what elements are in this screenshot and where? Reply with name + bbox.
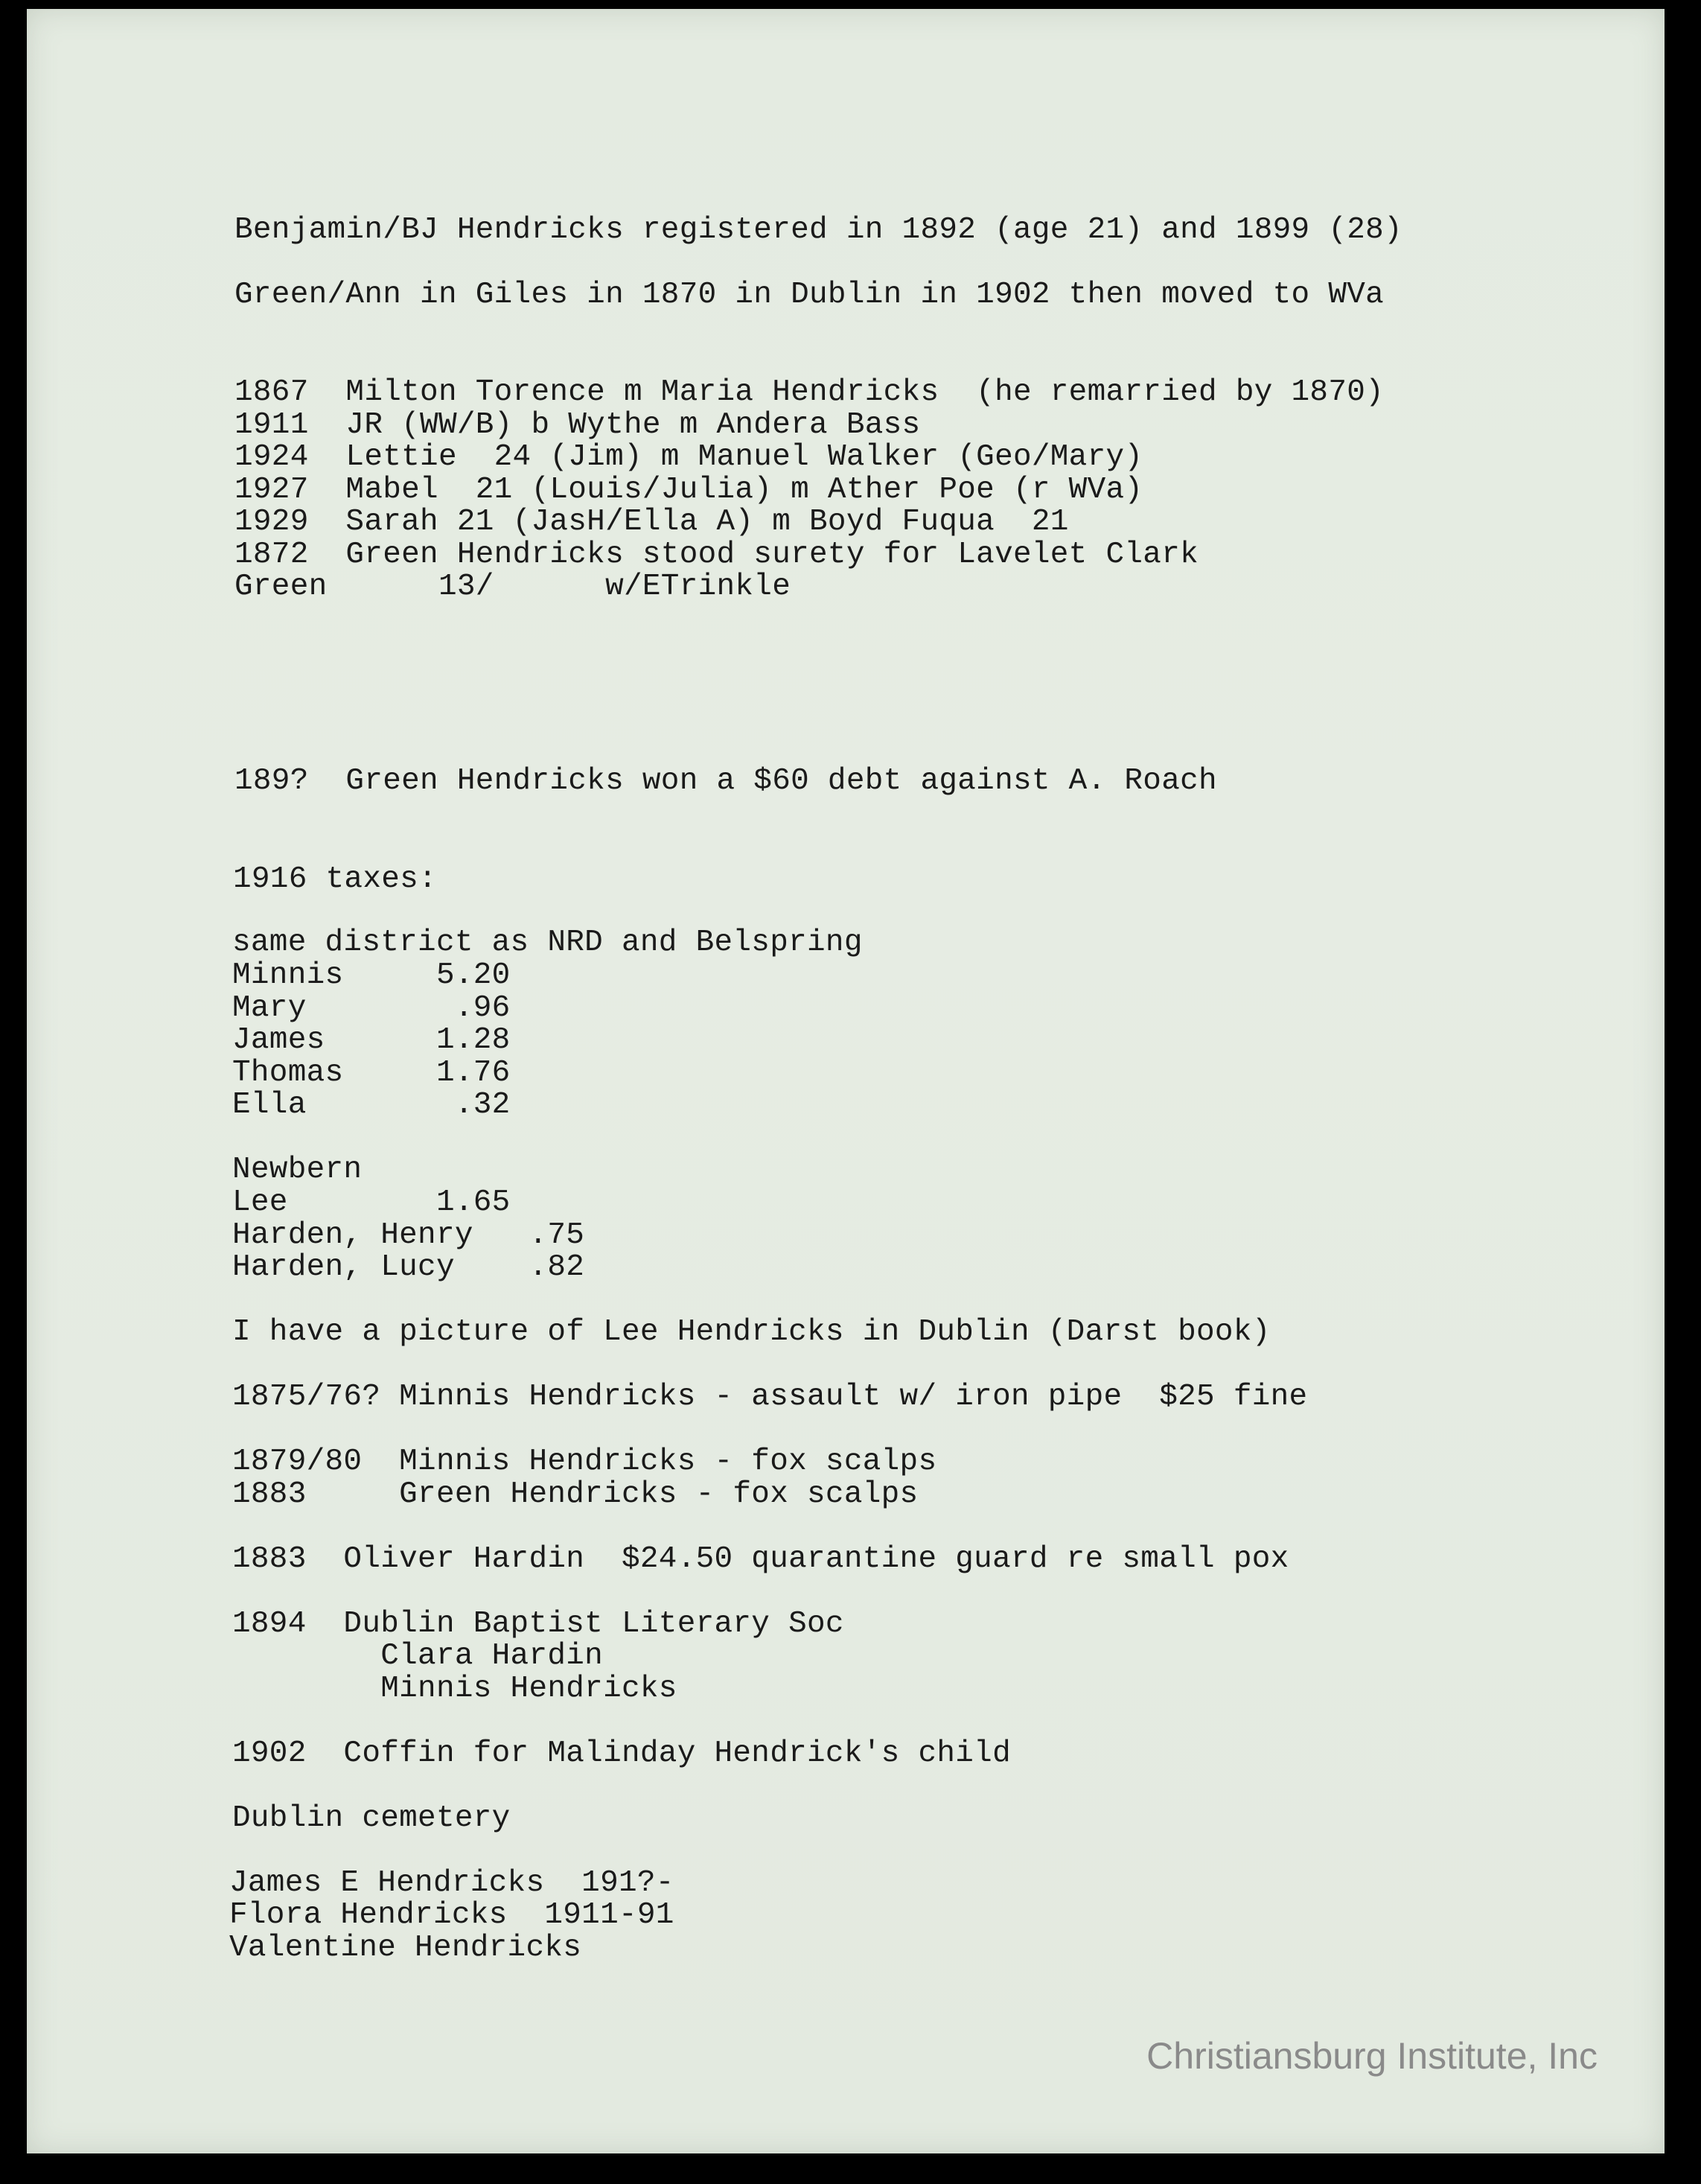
text-line: 1916 taxes:: [233, 862, 437, 897]
text-line: 189? Green Hendricks won a $60 debt against A. Roach: [234, 764, 1217, 798]
text-line: Lee 1.65: [232, 1185, 511, 1220]
text-line: Mary .96: [232, 991, 511, 1025]
text-line: 1883 Oliver Hardin $24.50 quarantine guard re small pox: [232, 1542, 1289, 1576]
text-line: James 1.28: [232, 1023, 511, 1057]
document-page: [27, 9, 1665, 2153]
text-line: Green 13/ w/ETrinkle: [234, 570, 791, 604]
text-line: Ella .32: [232, 1088, 511, 1122]
text-line: 1929 Sarah 21 (JasH/Ella A) m Boyd Fuqua 21: [234, 505, 1069, 539]
text-line: 1879/80 Minnis Hendricks - fox scalps: [232, 1445, 937, 1479]
text-line: 1902 Coffin for Malinday Hendrick's child: [232, 1736, 1011, 1771]
text-line: Minnis 5.20: [232, 958, 511, 993]
text-line: 1872 Green Hendricks stood surety for Lavelet Clark: [234, 538, 1199, 572]
text-line: 1867 Milton Torence m Maria Hendricks (he remarried by 1870): [234, 375, 1385, 410]
text-line: 1927 Mabel 21 (Louis/Julia) m Ather Poe (r WVa): [234, 473, 1143, 507]
text-line: 1894 Dublin Baptist Literary Soc: [232, 1607, 844, 1641]
text-line: 1911 JR (WW/B) b Wythe m Andera Bass: [234, 408, 921, 442]
watermark-text: Christiansburg Institute, Inc: [1146, 2035, 1598, 2077]
text-line: I have a picture of Lee Hendricks in Dublin (Darst book): [232, 1315, 1271, 1349]
text-line: Clara Hardin: [232, 1639, 604, 1673]
text-line: Harden, Lucy .82: [232, 1250, 585, 1284]
text-line: 1883 Green Hendricks - fox scalps: [232, 1477, 919, 1512]
text-line: 1924 Lettie 24 (Jim) m Manuel Walker (Geo/Mary): [234, 440, 1143, 474]
text-line: Flora Hendricks 1911-91: [229, 1898, 674, 1932]
text-line: Harden, Henry .75: [232, 1218, 585, 1252]
text-line: Newbern: [232, 1153, 363, 1187]
text-line: Thomas 1.76: [232, 1056, 511, 1090]
text-line: 1875/76? Minnis Hendricks - assault w/ iron pipe $25 fine: [232, 1380, 1308, 1414]
text-line: same district as NRD and Belspring: [232, 926, 863, 960]
text-line: Minnis Hendricks: [232, 1672, 677, 1706]
text-line: Valentine Hendricks: [229, 1931, 582, 1965]
text-line: Dublin cemetery: [232, 1801, 511, 1836]
text-line: James E Hendricks 191?-: [229, 1866, 674, 1900]
text-line: Green/Ann in Giles in 1870 in Dublin in 1902 then moved to WVa: [234, 278, 1385, 312]
text-line: Benjamin/BJ Hendricks registered in 1892 (age 21) and 1899 (28): [234, 213, 1402, 247]
